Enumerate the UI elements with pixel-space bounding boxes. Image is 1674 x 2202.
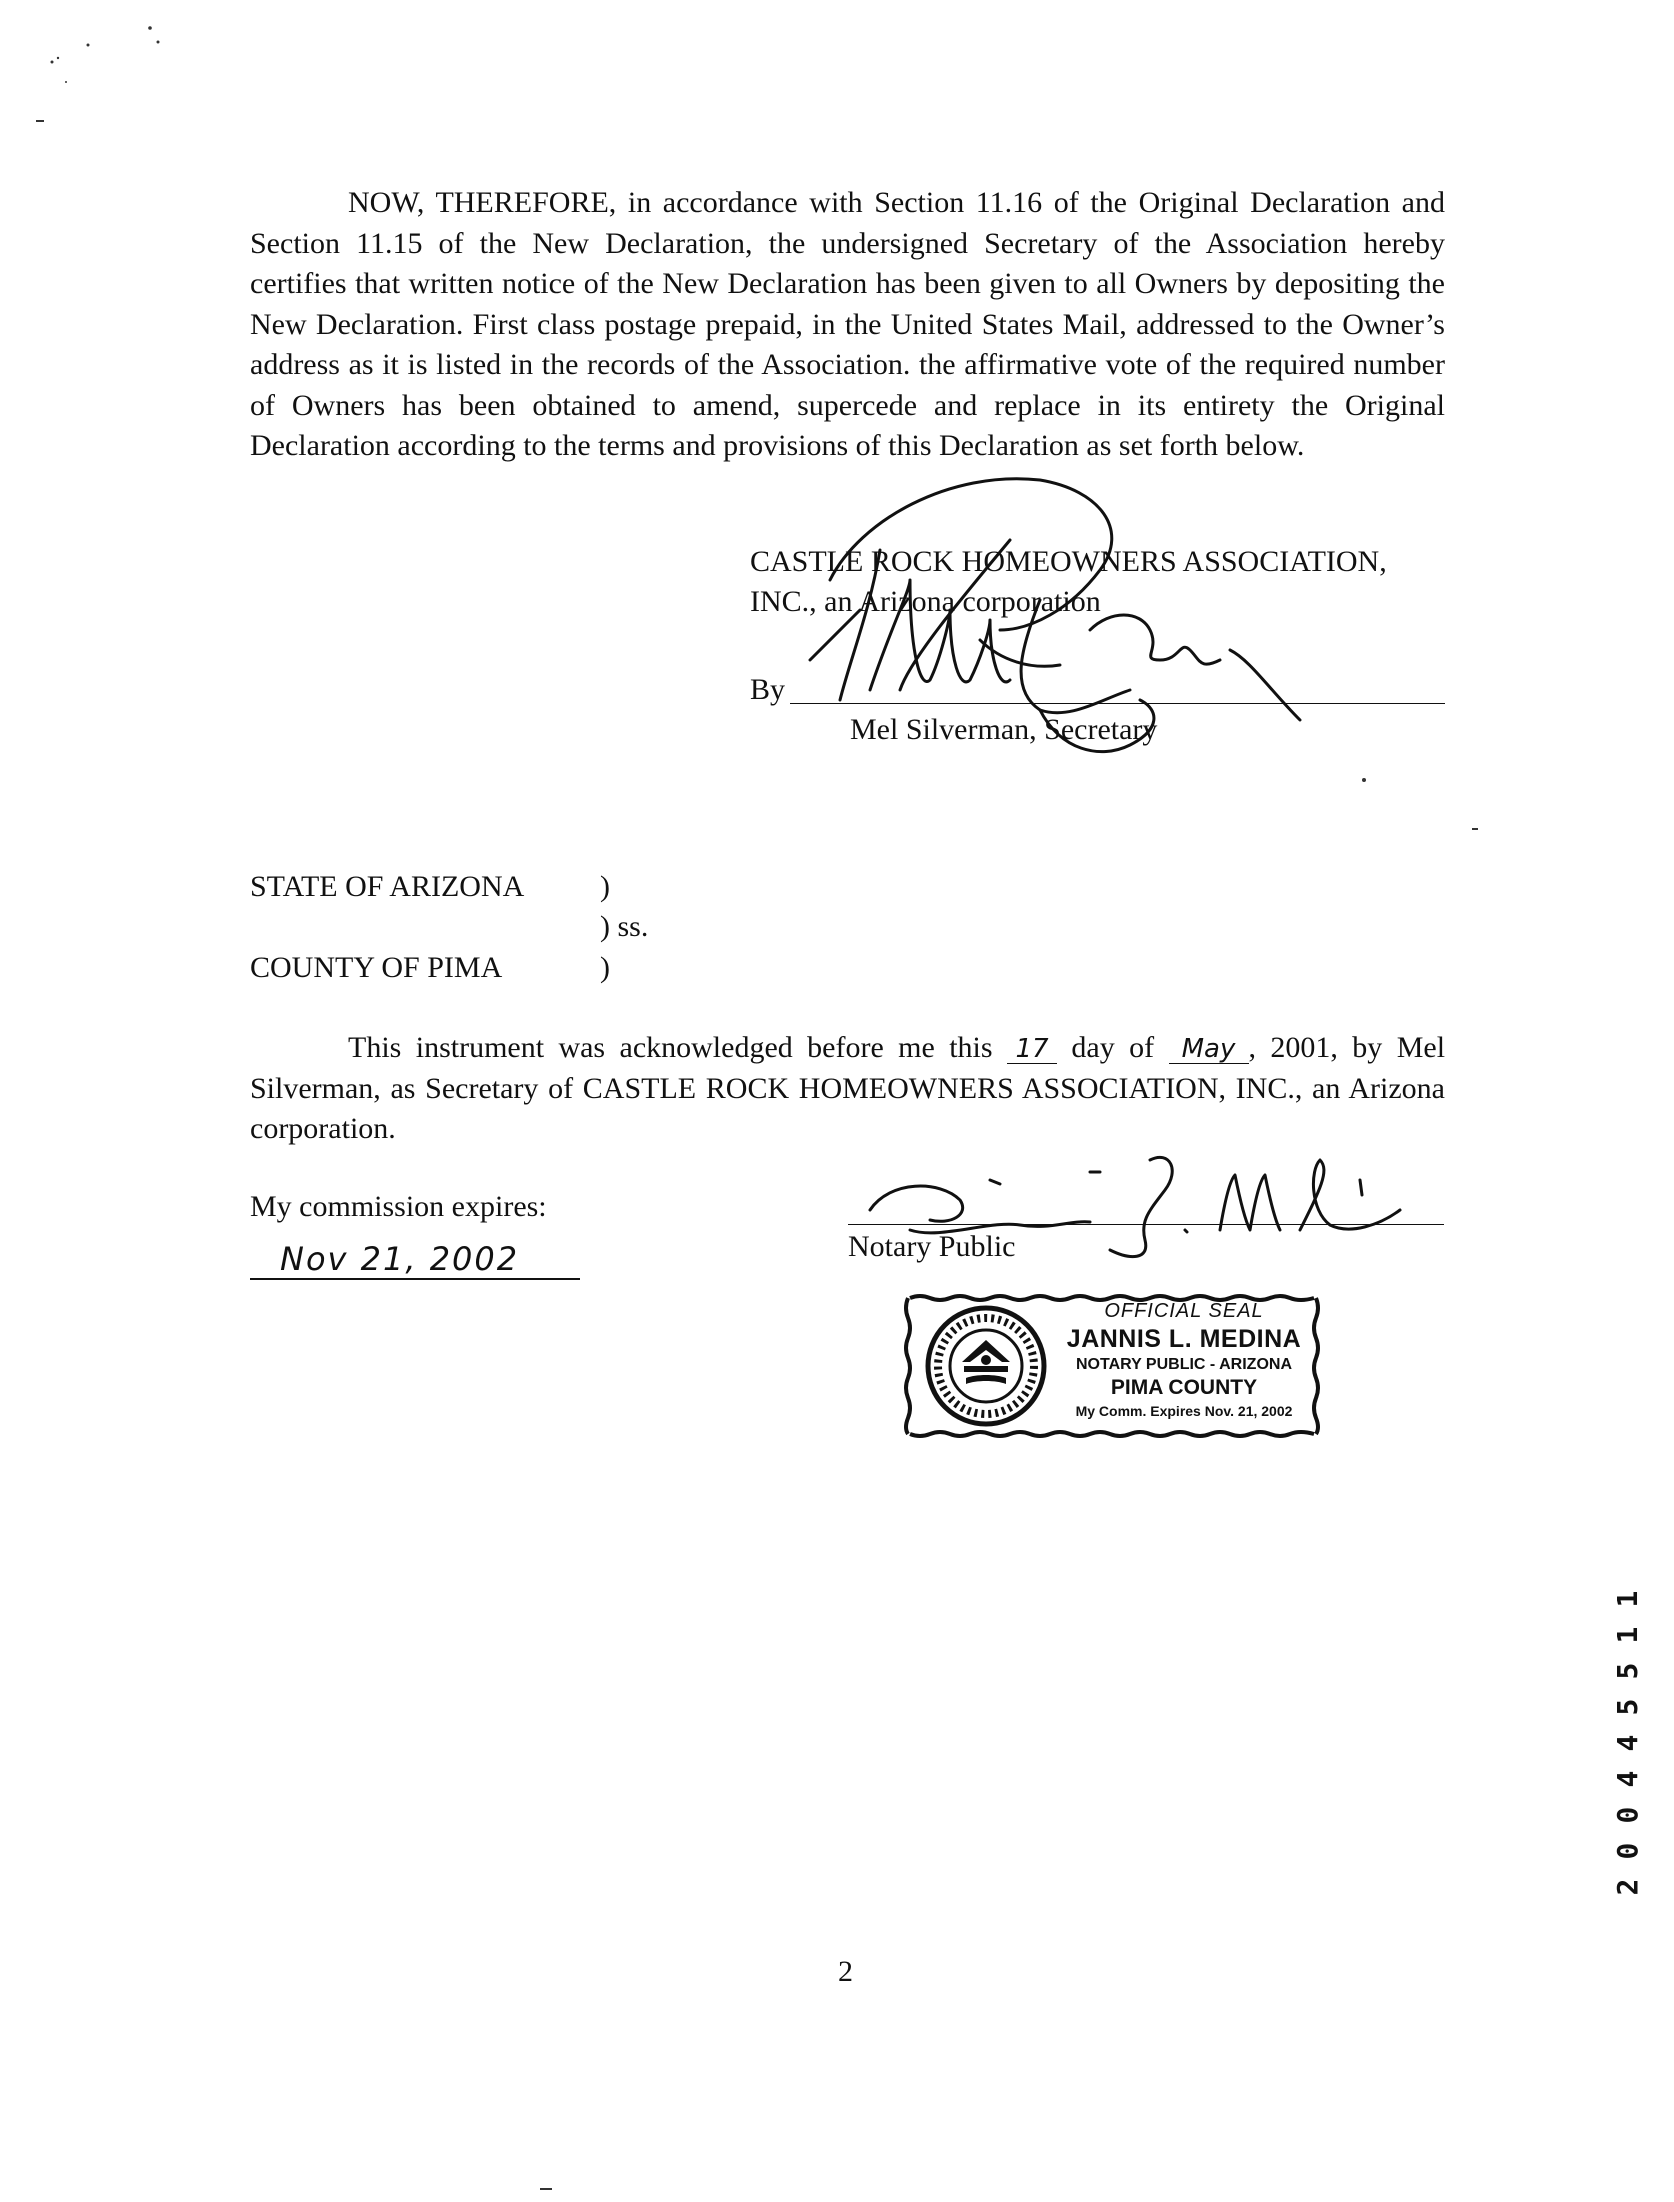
acknowledgment-day: 17 <box>1007 1035 1057 1064</box>
signature-line <box>790 703 1445 704</box>
scan-specks <box>0 0 200 140</box>
margin-stamp-digit: 4 <box>1611 1734 1644 1752</box>
commission-label: My commission expires: <box>250 1190 547 1223</box>
corp-name-line-1: CASTLE ROCK HOMEOWNERS ASSOCIATION, <box>750 545 1387 578</box>
margin-stamp-digit: 2 <box>1611 1878 1644 1896</box>
corp-name-line-2: INC., an Arizona corporation <box>750 585 1101 618</box>
margin-recording-stamp <box>1608 1580 1648 1930</box>
venue-ss: ) ss. <box>600 910 649 943</box>
margin-speck <box>1470 820 1490 840</box>
acknowledgment-paragraph: This instrument was acknowledged before me this 17 day of May , 2001, by Mel Silverman, as Secretary of CASTLE ROCK HOMEOWNERS ASSOCIATION, INC., an Arizona corporation. <box>250 1031 1446 1145</box>
venue-state: STATE OF ARIZONA <box>250 870 525 903</box>
margin-stamp-digit: 0 <box>1611 1806 1644 1824</box>
signer-name: Mel Silverman, Secretary <box>850 713 1158 746</box>
notary-signature-image <box>850 1140 1410 1290</box>
page-number: 2 <box>838 1955 853 1988</box>
seal-notary-name: JANNIS L. MEDINA <box>1066 1325 1302 1353</box>
seal-expiry: My Comm. Expires Nov. 21, 2002 <box>1075 1403 1293 1419</box>
notary-signature-line <box>848 1224 1444 1225</box>
notary-public-label: Notary Public <box>848 1230 1016 1263</box>
venue-paren-bottom: ) <box>600 951 610 984</box>
acknowledgment-month: May <box>1169 1035 1249 1064</box>
notary-seal-text <box>1050 1300 1318 1419</box>
seal-official-seal: OFFICIAL SEAL <box>1104 1300 1264 1322</box>
margin-stamp-digit: 0 <box>1611 1842 1644 1860</box>
by-label: By <box>750 673 786 706</box>
commission-expiry-date: Nov 21, 2002 <box>250 1240 580 1280</box>
margin-stamp-digit: 4 <box>1611 1770 1644 1788</box>
margin-stamp-digit: 1 <box>1611 1626 1644 1644</box>
body-paragraph: NOW, THEREFORE, in accordance with Section 11.16 of the Original Declaration and Section 11.15 of the New Declaration, the undersigned Secretary of the Association hereby certifies that written notice of the New Declaration has been given to all Owners by depositing the New Declaration. First class postage prepaid, in the United States Mail, addressed to the Owner’s address as it is listed in the records of the Association. the affirmative vote of the required number of Owners has been obtained to amend, supercede and replace in its entirety the Original Declaration according to the terms and provisions of this Declaration as set forth below. <box>250 186 1445 462</box>
seal-notary-state: NOTARY PUBLIC - ARIZONA <box>1076 1356 1292 1373</box>
margin-stamp-digit: 5 <box>1611 1698 1644 1716</box>
seal-county: PIMA COUNTY <box>1110 1376 1258 1399</box>
venue-paren-top: ) <box>600 870 610 903</box>
margin-stamp-digit: 1 <box>1611 1590 1644 1608</box>
dot-speck <box>1360 775 1370 785</box>
bottom-speck <box>540 2184 560 2194</box>
venue-county: COUNTY OF PIMA <box>250 951 503 984</box>
margin-stamp-digit: 5 <box>1611 1662 1644 1680</box>
